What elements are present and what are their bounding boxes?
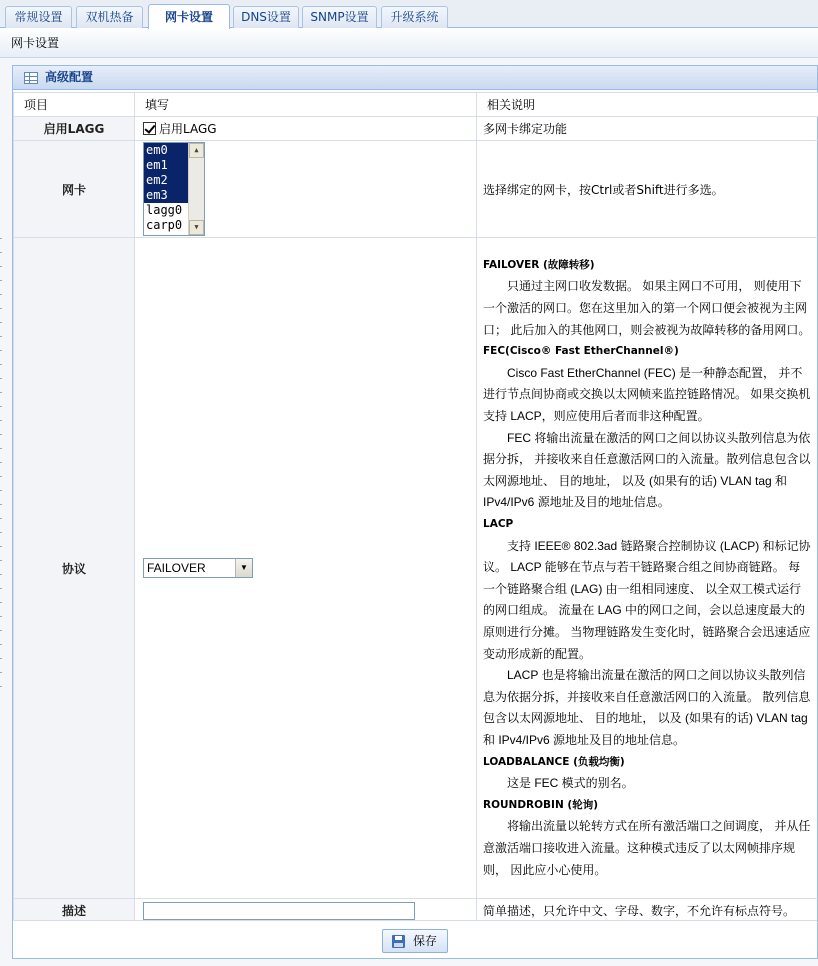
nic-input-cell (135, 141, 477, 238)
config-table (13, 92, 818, 923)
loadbalance-heading: LOADBALANCE (负载均衡) (483, 755, 625, 768)
table-row-lagg (14, 117, 818, 141)
table-header-row (14, 93, 818, 117)
nic-listbox[interactable] (143, 142, 205, 236)
nic-option[interactable]: em1 (144, 158, 189, 173)
nic-option[interactable]: em3 (144, 188, 189, 203)
tab-nic-settings[interactable]: 网卡设置 (148, 4, 230, 29)
lagg-checkbox[interactable] (143, 122, 156, 135)
failover-heading: FAILOVER (故障转移) (483, 258, 595, 271)
protocol-desc (477, 238, 818, 899)
form-footer (13, 920, 817, 958)
advanced-config-panel (12, 65, 818, 959)
protocol-input-cell (135, 238, 477, 899)
lagg-checkbox-label[interactable]: 启用LAGG (159, 122, 217, 136)
loadbalance-text: 这是 FEC 模式的别名。 (507, 776, 634, 791)
row-label-lagg: 启用LAGG (14, 117, 135, 141)
table-icon (24, 72, 38, 84)
header-fill: 填写 (135, 93, 477, 117)
roundrobin-heading: ROUNDROBIN (轮询) (483, 798, 599, 811)
floppy-disk-icon (392, 935, 405, 948)
fec-text-2: FEC 将输出流量在激活的网口之间以协议头散列信息为依据分拆， 并接收来自任意激活网口的入流量。散列信息包含以太网源地址、 目的地址， 以及 (如果有的话) VLAN tag 和 IPv4/IPv6 源地址及目的地址信息。 (483, 430, 811, 510)
header-description: 相关说明 (477, 93, 818, 117)
fec-heading: FEC(Cisco® Fast EtherChannel®) (483, 345, 679, 358)
protocol-select[interactable] (143, 558, 253, 578)
protocol-select-value: FAILOVER (147, 561, 206, 575)
page-title: 网卡设置 (0, 29, 818, 58)
scroll-up-icon[interactable]: ▲ (189, 143, 204, 158)
nic-listbox-scrollbar[interactable] (188, 143, 204, 235)
lacp-text-2: LACP 也是将输出流量在激活的网口之间以协议头散列信息为依据分拆，并接收来自任意激活网口的入流量。 散列信息包含以太网源地址、 目的地址， 以及 (如果有的话) VLAN tag 和 IPv4/IPv6 源地址及目的地址信息。 (483, 668, 811, 747)
chevron-down-icon[interactable]: ▼ (235, 559, 252, 577)
nic-option[interactable]: carp0 (146, 218, 183, 232)
description-input-cell (135, 899, 477, 923)
tab-dns-settings[interactable]: DNS设置 (233, 6, 299, 28)
header-item: 项目 (14, 93, 135, 117)
table-row-description (14, 899, 818, 923)
tab-ha-backup[interactable]: 双机热备 (76, 6, 143, 28)
left-edge-guide (0, 238, 2, 698)
scroll-down-icon[interactable]: ▼ (189, 220, 204, 235)
row-label-nic: 网卡 (14, 141, 135, 238)
save-button-label: 保存 (412, 934, 437, 948)
tab-snmp-settings[interactable]: SNMP设置 (302, 6, 377, 28)
description-desc: 简单描述，只允许中文、字母、数字，不允许有标点符号。 (477, 899, 818, 923)
save-button[interactable] (382, 929, 448, 953)
nic-desc: 选择绑定的网卡，按Ctrl或者Shift进行多选。 (477, 141, 818, 238)
table-row-protocol (14, 238, 818, 899)
nic-option[interactable]: lagg0 (146, 203, 183, 217)
lagg-input-cell (135, 117, 477, 141)
lacp-heading: LACP (483, 518, 514, 531)
lagg-desc: 多网卡绑定功能 (477, 117, 818, 141)
row-label-description: 描述 (14, 899, 135, 923)
table-row-nic (14, 141, 818, 238)
tab-bar (0, 0, 818, 28)
failover-text: 只通过主网口收发数据。 如果主网口不可用， 则使用下一个激活的网口。您在这里加入的第一个网口便会被视为主网口； 此后加入的其他网口，则会被视为故障转移的备用网口。 (483, 279, 811, 337)
fec-text-1: Cisco Fast EtherChannel (FEC) 是一种静态配置， 并不进行节点间协商或交换以太网帧来监控链路情况。 如果交换机支持 LACP，则应使用后者而非这种配置。 (483, 365, 811, 424)
row-label-protocol: 协议 (14, 238, 135, 899)
description-input[interactable] (143, 902, 415, 920)
tab-general-settings[interactable]: 常规设置 (5, 6, 72, 28)
nic-option[interactable]: em0 (144, 143, 189, 158)
lacp-text-1: 支持 IEEE® 802.3ad 链路聚合控制协议 (LACP) 和标记协议。 LACP 能够在节点与若干链路聚合组之间协商链路。 每一个链路聚合组 (LAG) 由一组相同速度、 以全双工模式运行的网口组成。 流量在 LAG 中的网口之间，会以总速度最大的原则进行分摊。 当物理链路发生变化时，链路聚合会迅速适应变动形成新的配置。 (483, 538, 811, 661)
panel-title: 高级配置 (45, 70, 94, 84)
tab-upgrade-system[interactable]: 升级系统 (381, 6, 448, 28)
nic-option[interactable]: em2 (144, 173, 189, 188)
roundrobin-text: 将输出流量以轮转方式在所有激活端口之间调度， 并从任意激活端口接收进入流量。这种模式违反了以太网帧排序规则， 因此应小心使用。 (483, 819, 811, 877)
panel-header (13, 66, 817, 90)
